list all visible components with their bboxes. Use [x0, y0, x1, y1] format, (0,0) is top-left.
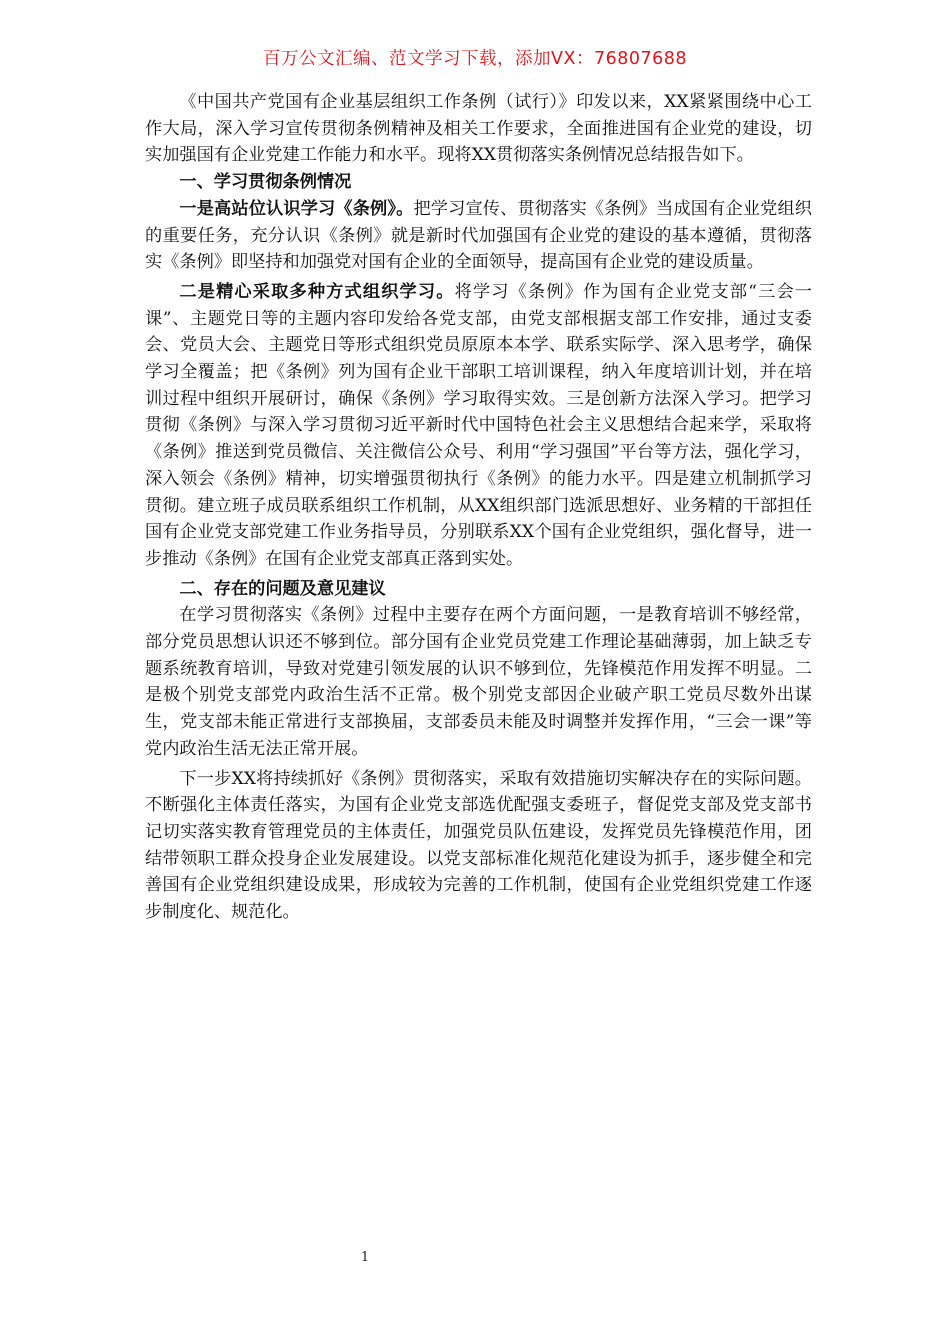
- paragraph-3: 在学习贯彻落实《条例》过程中主要存在两个方面问题，一是教育培训不够经常，部分党员思想认识还不够到位。部分国有企业党员党建工作理论基础薄弱，加上缺乏专题系统教育培训，导致对党建引领发展的认识不够到位，先锋模范作用发挥不明显。二是极个别党支部党内政治生活不正常。极个别党支部因企业破产职工党员尽数外出谋生，党支部未能正常进行支部换届，支部委员未能及时调整并发挥作用，“三会一课”等党内政治生活无法正常开展。: [145, 605, 812, 759]
- paragraph-1-text: 把学习宣传、贯彻落实《条例》当成国有企业党组织的重要任务，充分认识《条例》就是新时代加强国有企业党的建设的基本遵循，贯彻落实《条例》即坚持和加强党对国有企业的全面领导，提高国有企业党的建设质量。: [145, 198, 812, 273]
- download-banner: 百万公文汇编、范文学习下载，添加VX：76807688: [262, 49, 688, 69]
- document-body: [145, 89, 812, 926]
- paragraph-2: [145, 279, 812, 573]
- paragraph-2-text: 将学习《条例》作为国有企业党支部“三会一课”、主题党日等的主题内容印发给各党支部，由党支部根据支部工作安排，通过支委会、党员大会、主题党日等形式组织党员原原本本学、联系实际学、深入思考学，确保学习全覆盖；把《条例》列为国有企业干部职工培训课程，纳入年度培训计划，并在培训过程中组织开展研讨，确保《条例》学习取得实效。三是创新方法深入学习。把学习贯彻《条例》与深入学习贯彻习近平新时代中国特色社会主义思想结合起来学，采取将《条例》推送到党员微信、关注微信公众号、利用“学习强国”平台等方法，强化学习，深入领会《条例》精神，切实增强贯彻执行《条例》的能力水平。四是建立机制抓学习贯彻。建立班子成员联系组织工作机制，从XX组织部门选派思想好、业务精的干部担任国有企业党支部党建工作业务指导员，分别联系XX个国有企业党组织，强化督导，进一步推动《条例》在国有企业党支部真正落到实处。: [145, 281, 812, 569]
- section-1-heading: 一、学习贯彻条例情况: [179, 172, 352, 193]
- paragraph-2-lead: 二是精心采取多种方式组织学习。: [179, 281, 455, 302]
- paragraph-4: 下一步XX将持续抓好《条例》贯彻落实，采取有效措施切实解决存在的实际问题。不断强化主体责任落实，为国有企业党支部选优配强支委班子，督促党支部及党支部书记切实落实教育管理党员的主体责任，加强党员队伍建设，发挥党员先锋模范作用，团结带领职工群众投身企业发展建设。以党支部标准化规范化建设为抓手，逐步健全和完善国有企业党组织建设成果，形成较为完善的工作机制，使国有企业党组织党建工作逐步制度化、规范化。: [145, 768, 812, 923]
- paragraph-1-lead: 一是高站位认识学习《条例》。: [179, 198, 414, 219]
- page-number: 1: [360, 1250, 370, 1265]
- paragraph-1: [145, 196, 812, 276]
- intro-paragraph: 《中国共产党国有企业基层组织工作条例（试行）》印发以来，XX紧紧围绕中心工作大局，深入学习宣传贯彻条例精神及相关工作要求，全面推进国有企业党的建设，切实加强国有企业党建工作能力和水平。现将XX贯彻落实条例情况总结报告如下。: [145, 92, 812, 166]
- section-2-heading: 二、存在的问题及意见建议: [179, 578, 386, 599]
